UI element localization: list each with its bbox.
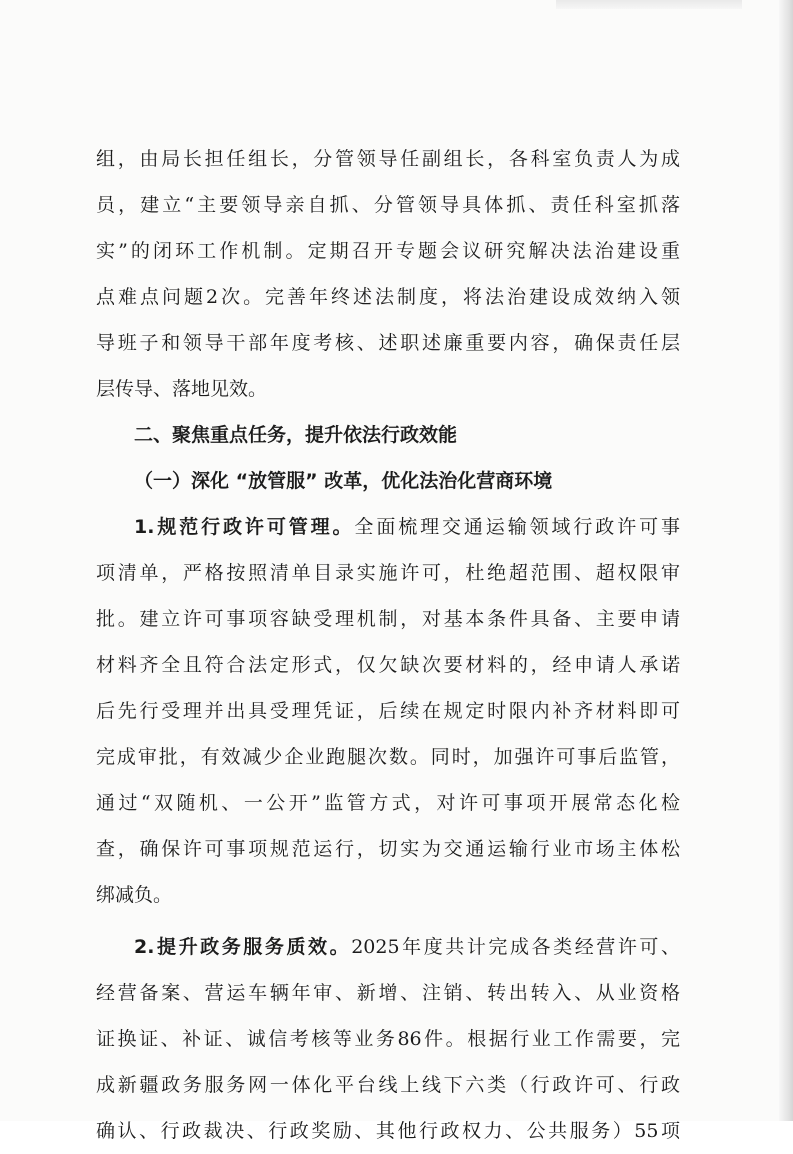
text-line: 项清单，严格按照清单目录实施许可，杜绝超范围、超权限审 xyxy=(96,562,680,584)
text-line: 后先行受理并出具受理凭证，后续在规定时限内补齐材料即可 xyxy=(96,700,680,722)
text-fragment: 全面梳理交通运输领域行政许可事 xyxy=(354,516,680,538)
text-line: 绑减负。 xyxy=(96,884,173,906)
item-title: 1.规范行政许可管理。 xyxy=(134,516,355,538)
text-line: 点难点问题2次。完善年终述法制度，将法治建设成效纳入领 xyxy=(96,286,680,308)
section-heading: 二、聚焦重点任务，提升依法行政效能 xyxy=(134,424,458,446)
text-line: 完成审批，有效减少企业跑腿次数。同时，加强许可事后监管， xyxy=(96,746,680,768)
text-line: 层传导、落地见效。 xyxy=(96,378,268,400)
text-line: 组，由局长担任组长，分管领导任副组长，各科室负责人为成 xyxy=(96,148,680,170)
text-line: 材料齐全且符合法定形式，仅欠缺次要材料的，经申请人承诺 xyxy=(96,654,680,676)
scan-artifact xyxy=(556,0,742,9)
text-line: 成新疆政务服务网一体化平台线上线下六类（行政许可、行政 xyxy=(96,1074,680,1096)
text-line: 通过“双随机、一公开”监管方式，对许可事项开展常态化检 xyxy=(96,792,680,814)
text-line: 实”的闭环工作机制。定期召开专题会议研究解决法治建设重 xyxy=(96,240,680,262)
text-line: 经营备案、营运车辆年审、新增、注销、转出转入、从业资格 xyxy=(96,982,680,1004)
page-edge-shadow xyxy=(779,0,793,1121)
text-line: 导班子和领导干部年度考核、述职述廉重要内容，确保责任层 xyxy=(96,332,680,354)
item-title: 2.提升政务服务质效。 xyxy=(134,936,352,958)
text-line: 查，确保许可事项规范运行，切实为交通运输行业市场主体松 xyxy=(96,838,680,860)
text-fragment: 2025年度共计完成各类经营许可、 xyxy=(351,936,680,958)
text-line: 证换证、补证、诚信考核等业务86件。根据行业工作需要，完 xyxy=(96,1028,680,1050)
text-line: 确认、行政裁决、行政奖励、其他行政权力、公共服务）55项 xyxy=(96,1120,680,1142)
paragraph-first-line xyxy=(96,924,680,970)
text-line: 批。建立许可事项容缺受理机制，对基本条件具备、主要申请 xyxy=(96,608,680,630)
paragraph-first-line xyxy=(96,504,680,550)
document-body xyxy=(96,136,680,1154)
text-line: 员，建立“主要领导亲自抓、分管领导具体抓、责任科室抓落 xyxy=(96,194,680,216)
subsection-heading: （一）深化 “放管服” 改革，优化法治化营商环境 xyxy=(134,470,553,492)
